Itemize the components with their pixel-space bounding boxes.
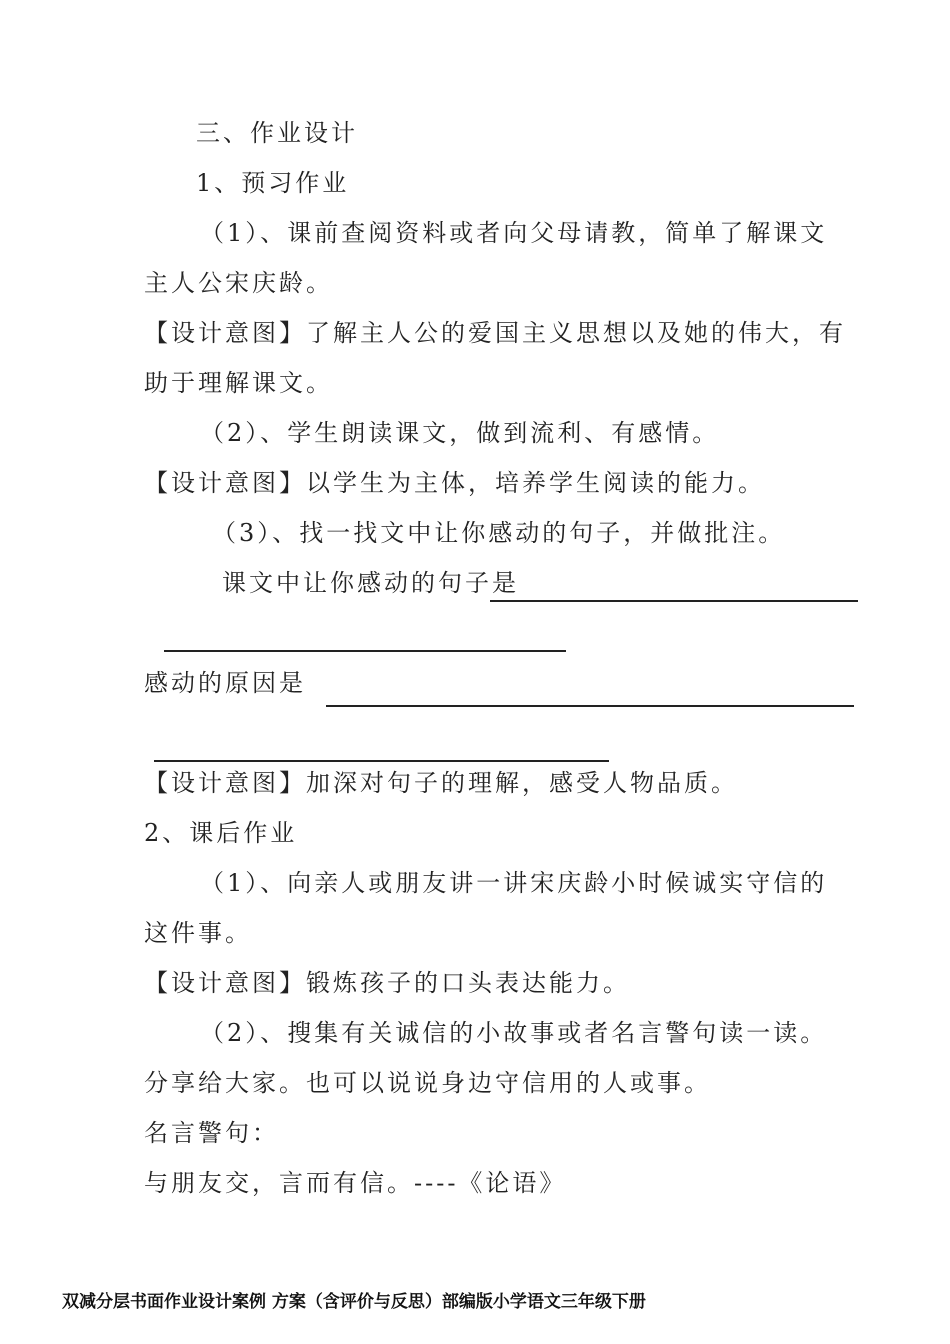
fill-in-prompt-reason: 感动的原因是 xyxy=(144,669,306,697)
design-intent-1-line-2: 助于理解课文。 xyxy=(144,369,333,397)
paragraph-task-2: （2）、学生朗读课文，做到流利、有感情。 xyxy=(200,419,720,447)
answer-line-1 xyxy=(490,600,858,602)
subheading-preview-homework: 1、预习作业 xyxy=(196,169,350,197)
answer-line-3 xyxy=(326,705,854,707)
fill-in-prompt-sentence: 课文中让你感动的句子是 xyxy=(222,569,519,597)
paragraph-task-1-line-1: （1）、课前查阅资料或者向父母请教，简单了解课文 xyxy=(200,219,828,247)
answer-line-2 xyxy=(164,650,566,652)
design-intent-1-line-1: 【设计意图】了解主人公的爱国主义思想以及她的伟大，有 xyxy=(144,319,846,347)
paragraph-task-1-line-2: 主人公宋庆龄。 xyxy=(144,269,333,297)
page-footer-title: 双减分层书面作业设计案例 方案（含评价与反思）部编版小学语文三年级下册 xyxy=(62,1292,646,1312)
subheading-after-class-homework: 2、课后作业 xyxy=(144,819,298,847)
paragraph-after-task-1-line-1: （1）、向亲人或朋友讲一讲宋庆龄小时候诚实守信的 xyxy=(200,869,828,897)
quotes-heading: 名言警句： xyxy=(144,1119,279,1147)
quote-analects: 与朋友交，言而有信。----《论语》 xyxy=(144,1169,567,1197)
paragraph-task-3: （3）、找一找文中让你感动的句子，并做批注。 xyxy=(212,519,786,547)
paragraph-after-task-2-line-1: （2）、搜集有关诚信的小故事或者名言警句读一读。 xyxy=(200,1019,828,1047)
paragraph-after-task-1-line-2: 这件事。 xyxy=(144,919,252,947)
answer-line-4 xyxy=(154,760,609,762)
design-intent-3: 【设计意图】加深对句子的理解，感受人物品质。 xyxy=(144,769,738,797)
paragraph-after-task-2-line-2: 分享给大家。也可以说说身边守信用的人或事。 xyxy=(144,1069,711,1097)
design-intent-4: 【设计意图】锻炼孩子的口头表达能力。 xyxy=(144,969,630,997)
section-heading: 三、作业设计 xyxy=(196,119,358,147)
design-intent-2: 【设计意图】以学生为主体，培养学生阅读的能力。 xyxy=(144,469,765,497)
